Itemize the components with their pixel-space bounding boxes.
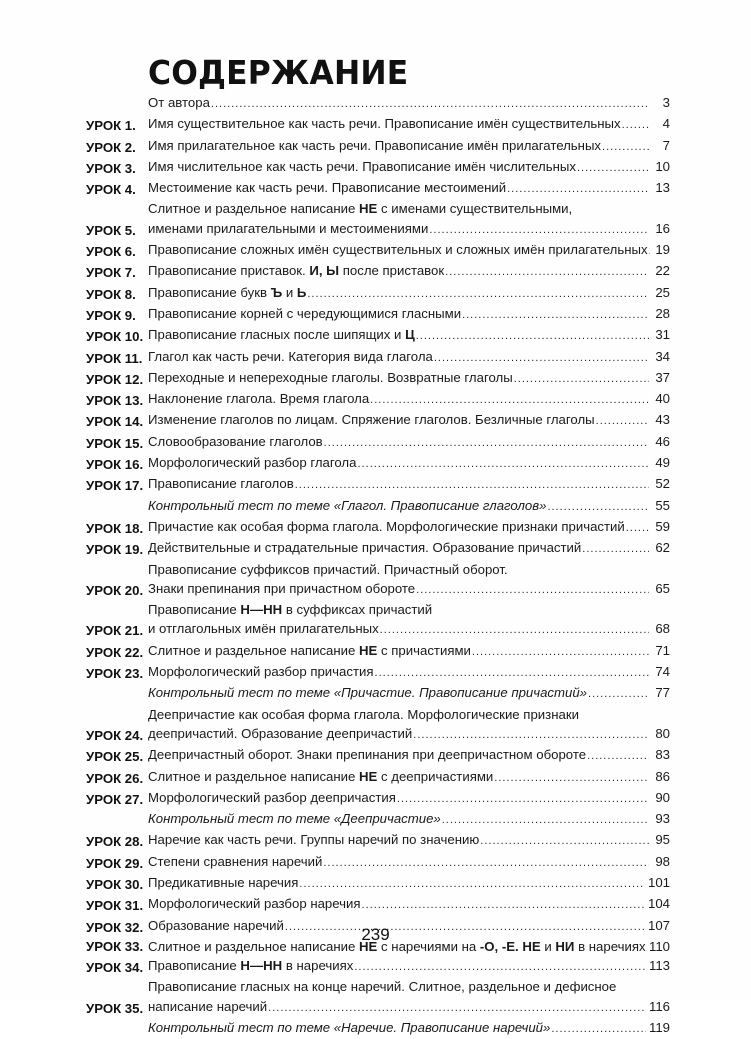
lesson-label: УРОК 15. bbox=[86, 434, 148, 453]
entry-title: Правописание корней с чередующимися гласными bbox=[148, 304, 461, 323]
entry-title: Наречие как часть речи. Группы наречий по значению bbox=[148, 830, 479, 849]
page-ref: 13 bbox=[652, 178, 670, 197]
dot-leader bbox=[622, 116, 649, 135]
toc-entry[interactable] bbox=[86, 600, 670, 641]
page-ref: 80 bbox=[652, 724, 670, 743]
lesson-label: УРОК 10. bbox=[86, 327, 148, 346]
toc-entry[interactable] bbox=[86, 538, 670, 559]
page-ref: 93 bbox=[652, 809, 670, 828]
page-ref: 98 bbox=[652, 852, 670, 871]
toc-entry[interactable] bbox=[86, 410, 670, 431]
lesson-label: УРОК 9. bbox=[86, 306, 148, 325]
page-ref: 43 bbox=[652, 410, 670, 429]
toc-entry[interactable] bbox=[86, 368, 670, 389]
dot-leader bbox=[370, 391, 649, 410]
lesson-label: УРОК 29. bbox=[86, 854, 148, 873]
toc-entry[interactable] bbox=[86, 261, 670, 282]
entry-title: Наклонение глагола. Время глагола bbox=[148, 389, 369, 408]
entry-title: Правописание букв Ъ и Ь bbox=[148, 283, 306, 302]
emphasis: Ц bbox=[405, 327, 415, 342]
entry-title: Изменение глаголов по лицам. Спряжение глаголов. Безличные глаголы bbox=[148, 410, 595, 429]
toc-entry[interactable] bbox=[86, 240, 670, 261]
dot-leader bbox=[582, 540, 649, 559]
dot-leader bbox=[442, 811, 649, 830]
emphasis: И, Ы bbox=[309, 263, 339, 278]
lesson-label: УРОК 30. bbox=[86, 875, 148, 894]
page-ref: 55 bbox=[652, 496, 670, 515]
entry-title: Правописание глаголов bbox=[148, 474, 294, 493]
dot-leader bbox=[416, 327, 649, 346]
page-ref: 77 bbox=[652, 683, 670, 702]
lesson-label: УРОК 27. bbox=[86, 790, 148, 809]
table-of-contents bbox=[86, 93, 670, 1039]
entry-title: Имя числительное как часть речи. Правописание имён числительных bbox=[148, 157, 576, 176]
lesson-label: УРОК 4. bbox=[86, 180, 148, 199]
entry-title: Морфологический разбор глагола bbox=[148, 453, 356, 472]
entry-title: Морфологический разбор деепричастия bbox=[148, 788, 396, 807]
lesson-label: УРОК 25. bbox=[86, 747, 148, 766]
entry-title: Правописание суффиксов причастий. Причастный оборот. bbox=[148, 560, 508, 579]
page-ref: 107 bbox=[648, 916, 670, 935]
dot-leader bbox=[362, 896, 645, 915]
emphasis: НЕ bbox=[359, 201, 377, 216]
lesson-label: УРОК 7. bbox=[86, 263, 148, 282]
dot-leader bbox=[429, 221, 649, 240]
entry-title: Имя прилагательное как часть речи. Правописание имён прилагательных bbox=[148, 136, 601, 155]
page-ref: 95 bbox=[652, 830, 670, 849]
entry-title: Правописание приставок. И, Ы после приставок bbox=[148, 261, 444, 280]
entry-title: именами прилагательными и местоимениями bbox=[148, 219, 428, 238]
toc-entry[interactable] bbox=[86, 745, 670, 766]
lesson-label: УРОК 8. bbox=[86, 285, 148, 304]
page-ref: 37 bbox=[652, 368, 670, 387]
toc-entry[interactable] bbox=[86, 830, 670, 851]
entry-title: Контрольный тест по теме «Глагол. Правописание глаголов» bbox=[148, 496, 546, 515]
page-ref: 83 bbox=[652, 745, 670, 764]
entry-title: Морфологический разбор наречия bbox=[148, 894, 361, 913]
toc-test-entry[interactable] bbox=[86, 683, 670, 704]
page-ref: 22 bbox=[652, 261, 670, 280]
dot-leader bbox=[480, 832, 649, 851]
lesson-label: УРОК 24. bbox=[86, 726, 148, 745]
toc-entry[interactable] bbox=[86, 93, 670, 114]
lesson-label: УРОК 31. bbox=[86, 896, 148, 915]
entry-title: Морфологический разбор причастия bbox=[148, 662, 374, 681]
entry-title: Глагол как часть речи. Категория вида глагола bbox=[148, 347, 433, 366]
lesson-label: УРОК 18. bbox=[86, 519, 148, 538]
lesson-label: УРОК 11. bbox=[86, 349, 148, 368]
entry-title: Местоимение как часть речи. Правописание местоимений bbox=[148, 178, 506, 197]
lesson-label: УРОК 1. bbox=[86, 116, 148, 135]
lesson-label: УРОК 2. bbox=[86, 138, 148, 157]
dot-leader bbox=[588, 685, 649, 704]
dot-leader bbox=[596, 412, 649, 431]
toc-entry[interactable] bbox=[86, 956, 670, 977]
entry-title: Правописание гласных после шипящих и Ц bbox=[148, 325, 415, 344]
lesson-label: УРОК 19. bbox=[86, 540, 148, 559]
page-ref: 3 bbox=[652, 93, 670, 112]
emphasis: Ъ bbox=[271, 285, 282, 300]
page-ref: 86 bbox=[652, 767, 670, 786]
lesson-label: УРОК 33. bbox=[86, 937, 148, 956]
page-ref: 19 bbox=[652, 240, 670, 259]
page-ref: 40 bbox=[652, 389, 670, 408]
toc-entry[interactable] bbox=[86, 389, 670, 410]
page-title: СОДЕРЖАНИЕ bbox=[148, 53, 408, 92]
toc-entry[interactable] bbox=[86, 474, 670, 495]
entry-title: Переходные и непереходные глаголы. Возвратные глаголы bbox=[148, 368, 513, 387]
dot-leader bbox=[268, 999, 646, 1018]
page-ref: 25 bbox=[652, 283, 670, 302]
lesson-label: УРОК 5. bbox=[86, 221, 148, 240]
toc-entry[interactable] bbox=[86, 178, 670, 199]
page-ref: 110 bbox=[649, 937, 670, 956]
emphasis: НЕ bbox=[359, 769, 377, 784]
entry-title: Слитное и раздельное написание НЕ с именами существительными, bbox=[148, 199, 572, 218]
toc-entry[interactable] bbox=[86, 767, 670, 788]
dot-leader bbox=[602, 138, 649, 157]
page-ref: 16 bbox=[652, 219, 670, 238]
entry-title: и отглагольных имён прилагательных bbox=[148, 619, 379, 638]
toc-test-entry[interactable] bbox=[86, 496, 670, 517]
lesson-label: УРОК 35. bbox=[86, 999, 148, 1018]
page-ref: 34 bbox=[652, 347, 670, 366]
dot-leader bbox=[307, 285, 649, 304]
page-ref: 104 bbox=[648, 894, 670, 913]
dot-leader bbox=[462, 306, 649, 325]
page-ref: 10 bbox=[652, 157, 670, 176]
lesson-label: УРОК 3. bbox=[86, 159, 148, 178]
toc-entry[interactable] bbox=[86, 347, 670, 368]
dot-leader bbox=[299, 875, 645, 894]
lesson-label: УРОК 22. bbox=[86, 643, 148, 662]
toc-entry[interactable] bbox=[86, 283, 670, 304]
page-ref: 7 bbox=[652, 136, 670, 155]
dot-leader bbox=[323, 854, 649, 873]
page-ref: 49 bbox=[652, 453, 670, 472]
emphasis: НЕ bbox=[359, 939, 377, 954]
entry-title: Степени сравнения наречий bbox=[148, 852, 322, 871]
toc-entry[interactable] bbox=[86, 894, 670, 915]
toc-entry[interactable] bbox=[86, 199, 670, 240]
lesson-label: УРОК 20. bbox=[86, 581, 148, 600]
toc-entry[interactable] bbox=[86, 788, 670, 809]
dot-leader bbox=[397, 790, 649, 809]
dot-leader bbox=[354, 958, 646, 977]
page-ref: 62 bbox=[652, 538, 670, 557]
entry-title: Образование наречий bbox=[148, 916, 284, 935]
emphasis: Ь bbox=[297, 285, 306, 300]
dot-leader bbox=[494, 769, 649, 788]
lesson-label: УРОК 17. bbox=[86, 476, 148, 495]
entry-title: Слитное и раздельное написание НЕ с причастиями bbox=[148, 641, 471, 660]
entry-title: Слитное и раздельное написание НЕ с наречиями на -О, -Е. НЕ и НИ в наречиях bbox=[148, 937, 646, 956]
page-ref: 113 bbox=[649, 956, 670, 975]
lesson-label: УРОК 14. bbox=[86, 412, 148, 431]
lesson-label: УРОК 26. bbox=[86, 769, 148, 788]
entry-title: Слитное и раздельное написание НЕ с деепричастиями bbox=[148, 767, 493, 786]
page-ref: 116 bbox=[649, 997, 670, 1016]
page-ref: 31 bbox=[652, 325, 670, 344]
entry-title: Правописание Н—НН в суффиксах причастий bbox=[148, 600, 432, 619]
page-ref: 59 bbox=[652, 517, 670, 536]
dot-leader bbox=[472, 643, 649, 662]
toc-entry[interactable] bbox=[86, 157, 670, 178]
page-ref: 4 bbox=[652, 114, 670, 133]
entry-title: Деепричастие как особая форма глагола. Морфологические признаки bbox=[148, 705, 579, 724]
entry-title: Словообразование глаголов bbox=[148, 432, 323, 451]
dot-leader bbox=[547, 498, 649, 517]
toc-entry[interactable] bbox=[86, 136, 670, 157]
page-ref: 46 bbox=[652, 432, 670, 451]
emphasis: -О, -Е. НЕ bbox=[480, 939, 541, 954]
toc-entry[interactable] bbox=[86, 977, 670, 1018]
page-number: 239 bbox=[0, 925, 751, 945]
lesson-label: УРОК 12. bbox=[86, 370, 148, 389]
lesson-label: УРОК 34. bbox=[86, 958, 148, 977]
page-ref: 71 bbox=[652, 641, 670, 660]
entry-title: Контрольный тест по теме «Наречие. Правописание наречий» bbox=[148, 1018, 550, 1037]
page-ref: 119 bbox=[649, 1018, 670, 1037]
entry-title: Предикативные наречия bbox=[148, 873, 298, 892]
dot-leader bbox=[551, 1020, 646, 1039]
lesson-label: УРОК 23. bbox=[86, 664, 148, 683]
entry-title: Деепричастный оборот. Знаки препинания при деепричастном обороте bbox=[148, 745, 586, 764]
entry-title: Причастие как особая форма глагола. Морфологические признаки причастий bbox=[148, 517, 625, 536]
toc-test-entry[interactable] bbox=[86, 1018, 670, 1039]
toc-entry[interactable] bbox=[86, 517, 670, 538]
toc-entry[interactable] bbox=[86, 453, 670, 474]
emphasis: НЕ bbox=[359, 643, 377, 658]
dot-leader bbox=[375, 664, 649, 683]
dot-leader bbox=[413, 726, 649, 745]
toc-test-entry[interactable] bbox=[86, 809, 670, 830]
dot-leader bbox=[211, 95, 649, 114]
page-ref: 65 bbox=[652, 579, 670, 598]
emphasis: Н—НН bbox=[240, 602, 282, 617]
entry-title: деепричастий. Образование деепричастий bbox=[148, 724, 412, 743]
page-ref: 101 bbox=[648, 873, 670, 892]
emphasis: Н—НН bbox=[240, 958, 282, 973]
dot-leader bbox=[434, 349, 649, 368]
toc-entry[interactable] bbox=[86, 432, 670, 453]
toc-entry[interactable] bbox=[86, 560, 670, 601]
page-ref: 74 bbox=[652, 662, 670, 681]
toc-entry[interactable] bbox=[86, 705, 670, 746]
entry-title: Правописание гласных на конце наречий. Слитное, раздельное и дефисное bbox=[148, 977, 616, 996]
toc-entry[interactable] bbox=[86, 852, 670, 873]
entry-title: Контрольный тест по теме «Деепричастие» bbox=[148, 809, 441, 828]
dot-leader bbox=[626, 519, 649, 538]
entry-title: От автора bbox=[148, 93, 210, 112]
toc-entry[interactable] bbox=[86, 662, 670, 683]
dot-leader bbox=[577, 159, 649, 178]
entry-title: Правописание Н—НН в наречиях bbox=[148, 956, 353, 975]
page-ref: 90 bbox=[652, 788, 670, 807]
page-ref: 68 bbox=[652, 619, 670, 638]
lesson-label: УРОК 6. bbox=[86, 242, 148, 261]
toc-entry[interactable] bbox=[86, 304, 670, 325]
entry-title: написание наречий bbox=[148, 997, 267, 1016]
dot-leader bbox=[380, 621, 649, 640]
lesson-label: УРОК 16. bbox=[86, 455, 148, 474]
dot-leader bbox=[357, 455, 649, 474]
page-ref: 52 bbox=[652, 474, 670, 493]
entry-title: Имя существительное как часть речи. Правописание имён существительных bbox=[148, 114, 621, 133]
toc-entry[interactable] bbox=[86, 325, 670, 346]
lesson-label: УРОК 13. bbox=[86, 391, 148, 410]
lesson-label: УРОК 28. bbox=[86, 832, 148, 851]
entry-title: Правописание сложных имён существительных и сложных имён прилагательных bbox=[148, 240, 648, 259]
dot-leader bbox=[324, 434, 649, 453]
emphasis: НИ bbox=[555, 939, 574, 954]
dot-leader bbox=[514, 370, 649, 389]
page-ref: 28 bbox=[652, 304, 670, 323]
toc-entry[interactable] bbox=[86, 114, 670, 135]
entry-title: Действительные и страдательные причастия. Образование причастий bbox=[148, 538, 581, 557]
dot-leader bbox=[587, 747, 649, 766]
dot-leader bbox=[507, 180, 649, 199]
dot-leader bbox=[295, 476, 649, 495]
lesson-label: УРОК 21. bbox=[86, 621, 148, 640]
toc-entry[interactable] bbox=[86, 641, 670, 662]
dot-leader bbox=[445, 263, 649, 282]
dot-leader bbox=[416, 581, 649, 600]
lesson-label: УРОК 32. bbox=[86, 918, 148, 937]
entry-title: Знаки препинания при причастном обороте bbox=[148, 579, 415, 598]
entry-title: Контрольный тест по теме «Причастие. Правописание причастий» bbox=[148, 683, 587, 702]
toc-entry[interactable] bbox=[86, 873, 670, 894]
